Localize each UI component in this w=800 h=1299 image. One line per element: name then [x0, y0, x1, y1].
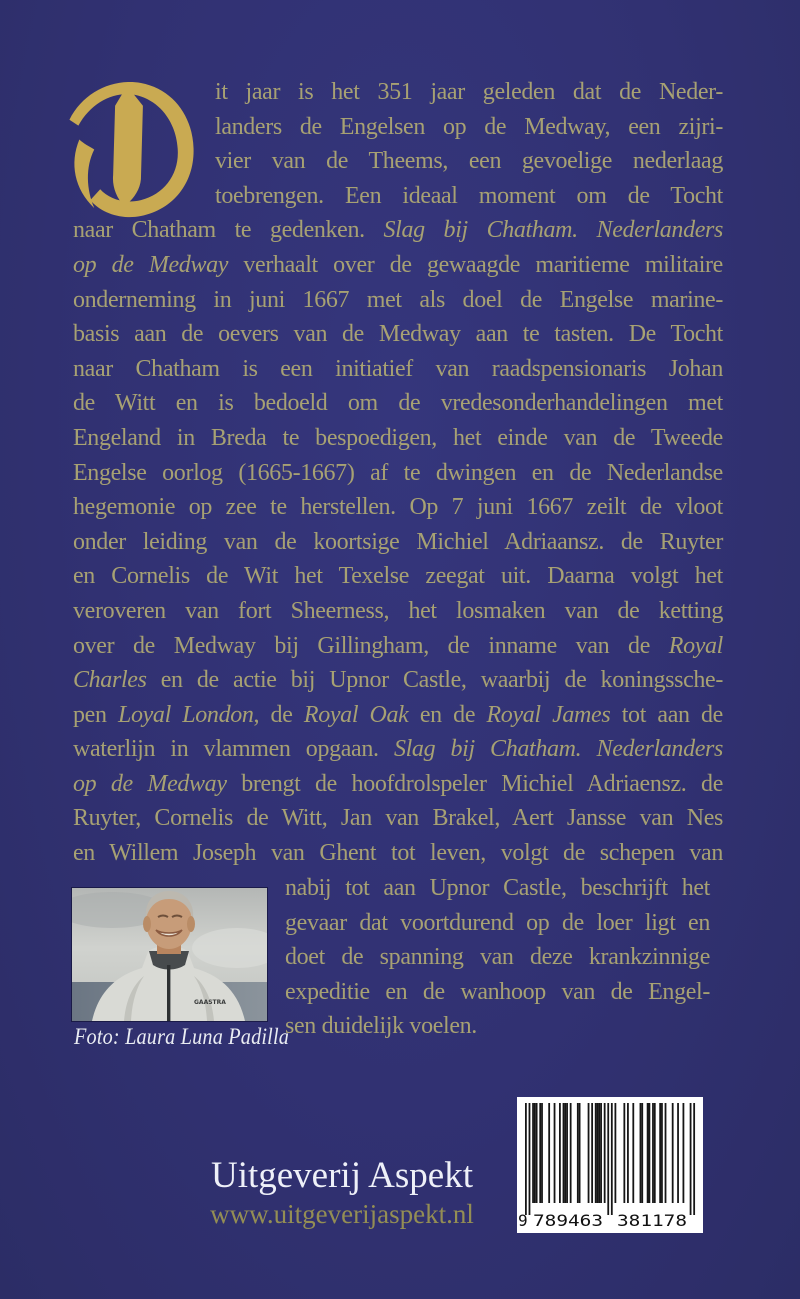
blurb-line: it jaar is het 351 jaar geleden dat de Neder-	[215, 79, 723, 105]
photo-jacket-logo: GAASTRA	[194, 999, 226, 1006]
blurb-line: op de Medway verhaalt over de gewaagde maritieme militaire	[73, 251, 723, 278]
blurb-line: veroveren van fort Sheerness, het losmaken van de ketting	[73, 597, 723, 624]
blurb-line: Engeland in Breda te bespoedigen, het einde van de Tweede	[73, 424, 723, 451]
publisher-block	[182, 1156, 502, 1230]
barcode-digits-right: 381178	[617, 1211, 687, 1230]
barcode-digits-left: 789463	[533, 1211, 603, 1230]
blurb-line: sen duidelijk voelen.	[285, 1013, 477, 1040]
isbn-barcode	[517, 1097, 703, 1233]
blurb-line: waterlijn in vlammen opgaan. Slag bij Chatham. Nederlanders	[73, 736, 723, 763]
blurb-line: gevaar dat voortdurend op de loer ligt en	[285, 909, 710, 936]
blurb-line: naar Chatham te gedenken. Slag bij Chatham. Nederlanders	[73, 217, 723, 244]
blurb-lines	[73, 75, 723, 871]
blurb-line: landers de Engelsen op de Medway, een zijri-	[215, 113, 723, 140]
blurb-line: pen Loyal London, de Royal Oak en de Royal James tot aan de	[73, 701, 723, 728]
blurb-line: over de Medway bij Gillingham, de inname van de Royal	[73, 632, 723, 659]
blurb-line: Ruyter, Cornelis de Witt, Jan van Brakel, Aert Jansse van Nes	[73, 805, 723, 832]
blurb-line: onderneming in juni 1667 met als doel de Engelse marine-	[73, 286, 723, 313]
publisher-name: Uitgeverij Aspekt	[210, 1155, 474, 1196]
blurb-line: basis aan de oevers van de Medway aan te tasten. De Tocht	[73, 321, 723, 348]
blurb-line: op de Medway brengt de hoofdrolspeler Michiel Adriaensz. de	[73, 770, 723, 797]
blurb-wrap-lines	[285, 871, 710, 1044]
barcode-bars	[525, 1103, 695, 1215]
blurb-line: doet de spanning van deze krankzinnige	[285, 944, 710, 971]
photo-caption: Foto: Laura Luna Padilla	[74, 1024, 290, 1049]
blurb-line: de Witt en is bedoeld om de vredesonderhandelingen met	[73, 390, 723, 417]
publisher-website: www.uitgeverijaspekt.nl	[210, 1199, 474, 1229]
barcode-digit-first: 9	[518, 1211, 528, 1230]
blurb-line: naar Chatham is een initiatief van raadspensionaris Johan	[73, 355, 723, 382]
author-photo	[72, 888, 267, 1021]
blurb-line: en Willem Joseph van Ghent tot leven, volgt de schepen van	[73, 840, 723, 867]
blurb-line: toebrengen. Een ideaal moment om de Tocht	[215, 182, 723, 209]
photo-ear	[143, 916, 151, 932]
blurb-line: nabij tot aan Upnor Castle, beschrijft het	[285, 875, 710, 901]
blurb-line: expeditie en de wanhoop van de Engel-	[285, 978, 710, 1005]
blurb-line: vier van de Theems, een gevoelige nederlaag	[215, 148, 723, 175]
blurb-line: en Cornelis de Wit het Texelse zeegat uit. Daarna volgt het	[73, 563, 723, 590]
blurb-line: hegemonie op zee te herstellen. Op 7 juni 1667 zeilt de vloot	[73, 494, 723, 521]
photo-ear	[187, 916, 195, 932]
photo-zipper	[167, 965, 170, 1021]
blurb-line: onder leiding van de koortsige Michiel Adriaansz. de Ruyter	[73, 528, 723, 555]
blurb-line: Engelse oorlog (1665-1667) af te dwingen en de Nederlandse	[73, 459, 723, 486]
blurb-line: Charles en de actie bij Upnor Castle, waarbij de koningssche-	[73, 667, 723, 694]
